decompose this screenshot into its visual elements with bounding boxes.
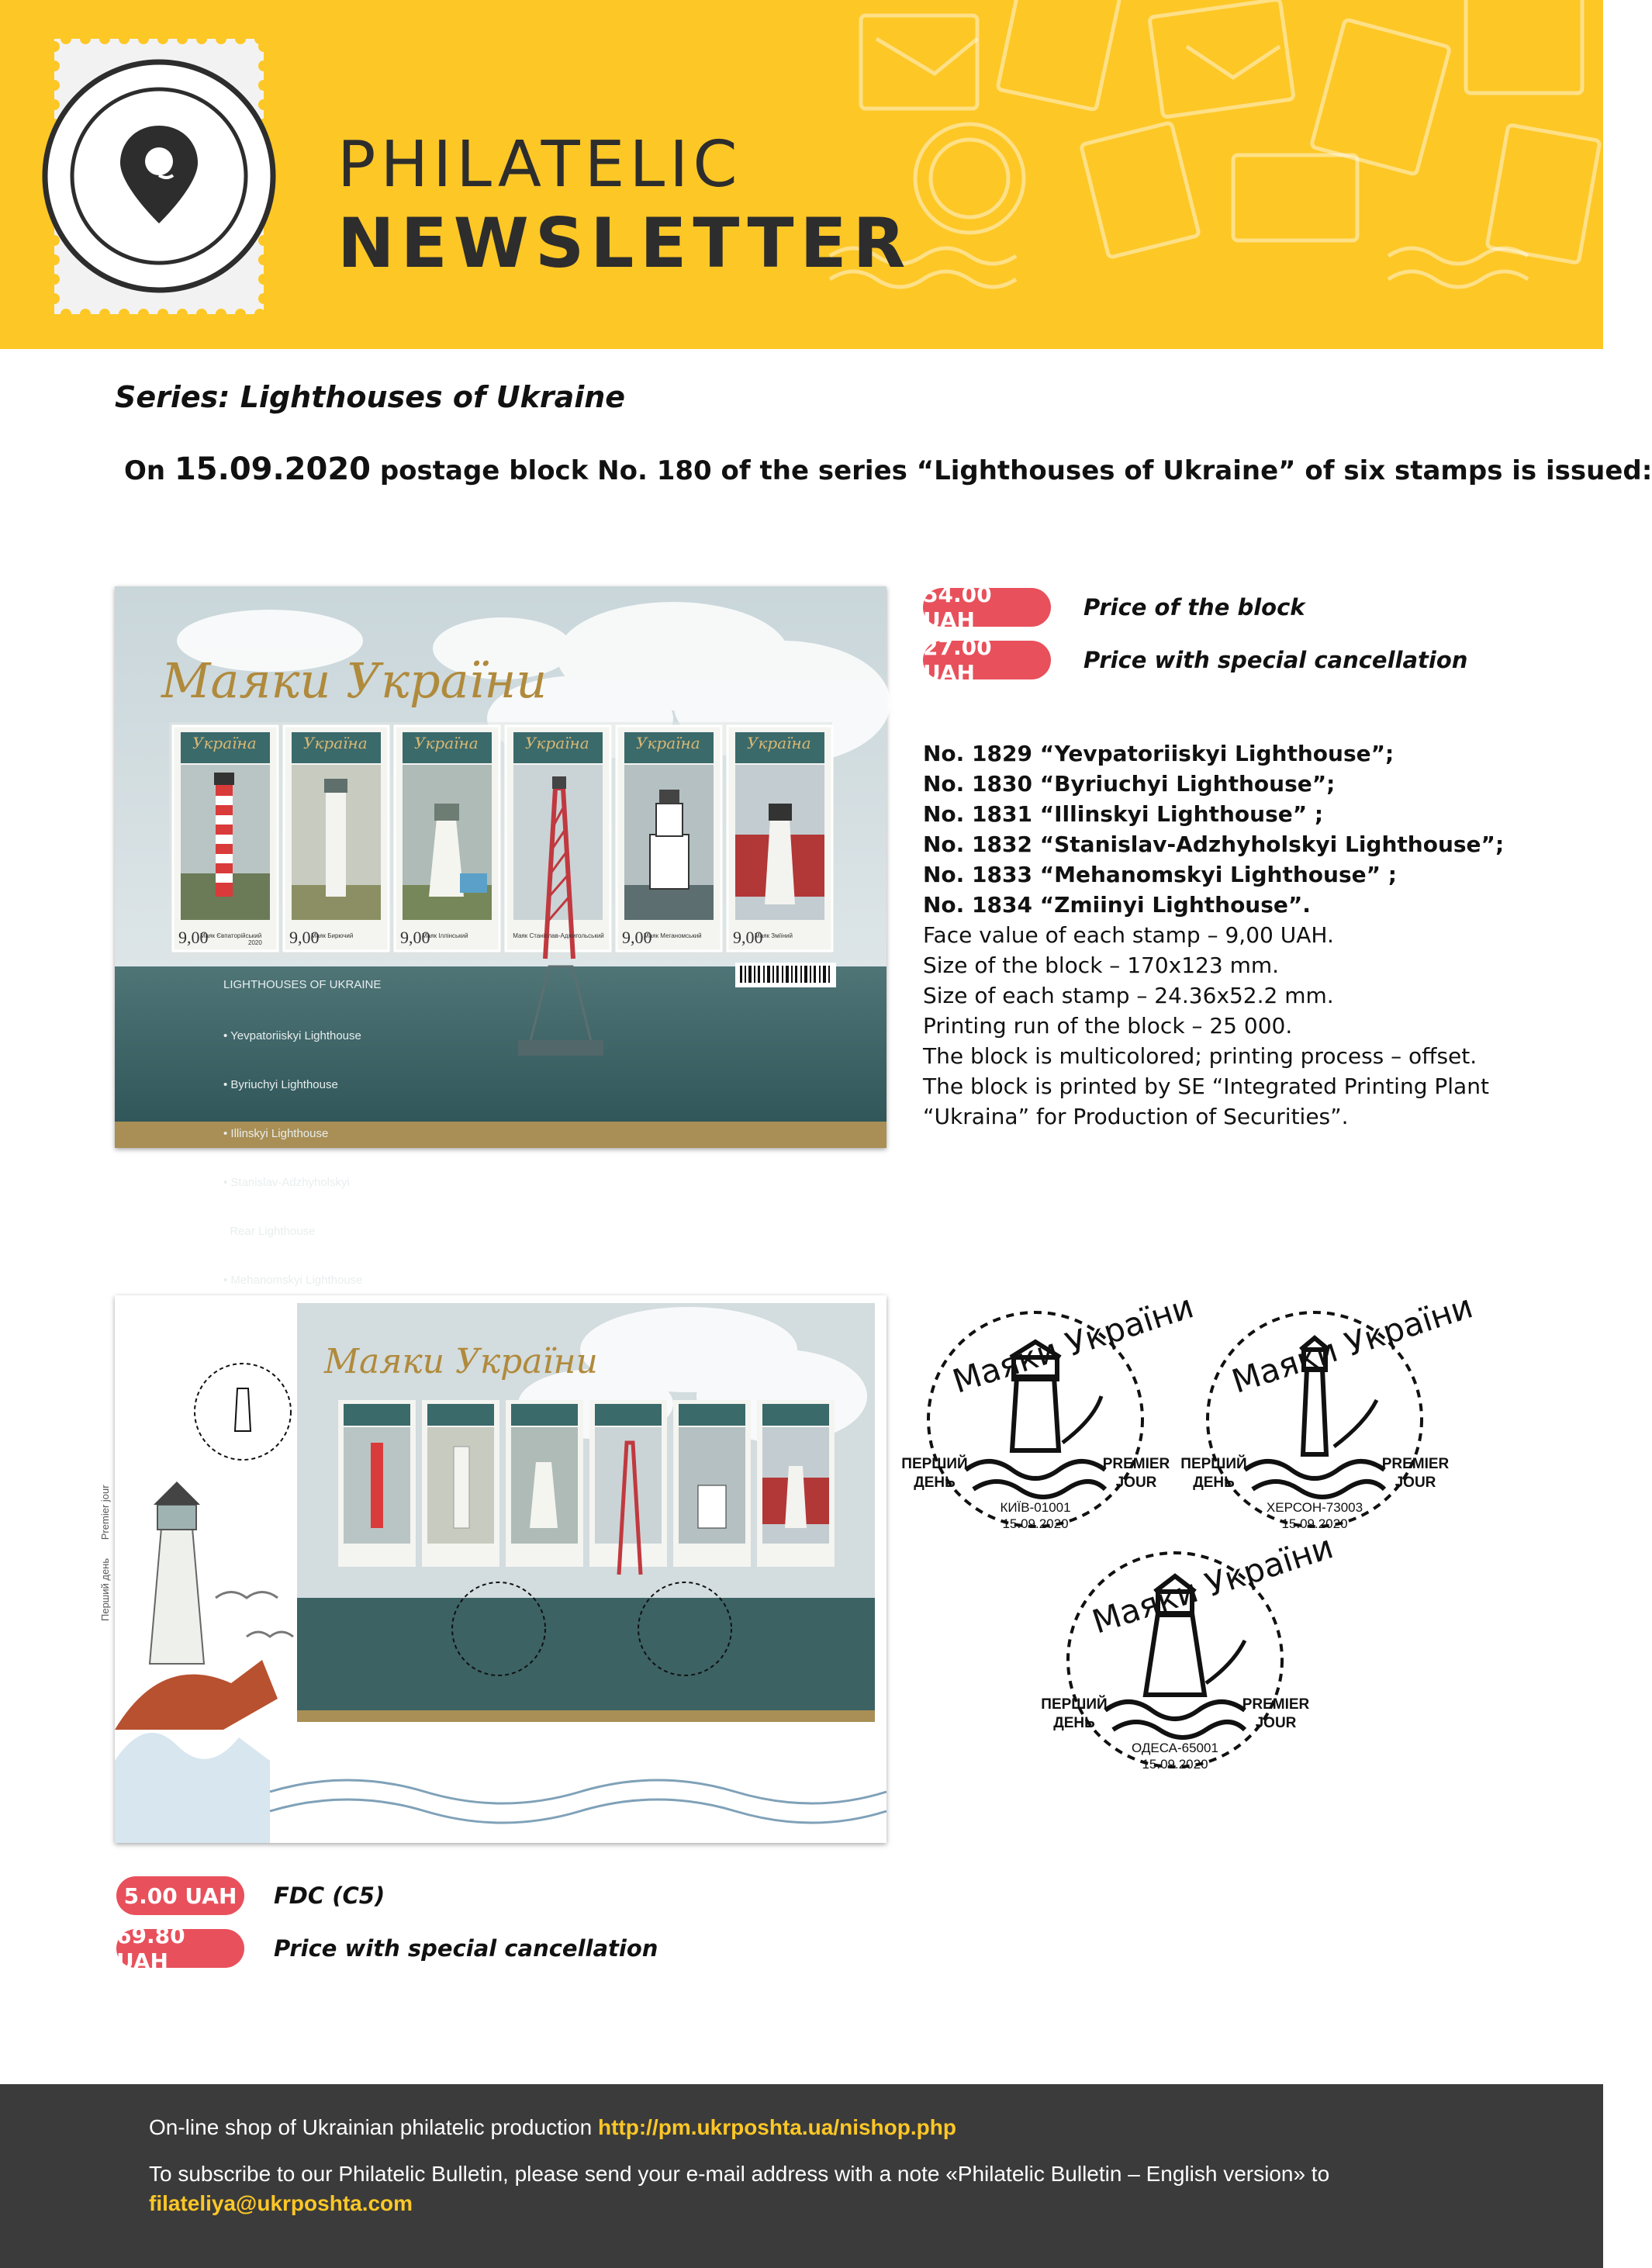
- postmark-first-day-ua: [900, 1455, 969, 1492]
- spec-line: Size of the block – 170x123 mm.: [923, 952, 1280, 978]
- cancellation-price-label: Price with special cancellation: [1083, 647, 1468, 673]
- stamp-list-item: No. 1830 “Byriuchyi Lighthouse”;: [923, 771, 1336, 797]
- postmark-arc-text: Маяки України: [1087, 1527, 1338, 1641]
- block-list-item: • Illinskyi Lighthouse: [223, 1127, 329, 1140]
- block-list-item: • Stanislav-Adzhyholskyi: [223, 1176, 350, 1189]
- postage-stamps-logo: [54, 39, 264, 314]
- block-subtitle: LIGHTHOUSES OF UKRAINE: [223, 978, 382, 991]
- stamp-caption: Маяк Зміїний: [755, 932, 793, 939]
- header-banner: [0, 0, 1603, 349]
- stamp-list-item: No. 1834 “Zmiinyi Lighthouse”.: [923, 892, 1311, 918]
- footer: [0, 2084, 1603, 2268]
- newsletter-title-line1: PHILATELIC: [337, 128, 742, 202]
- stamp-value: 9,00: [733, 928, 763, 947]
- postmark-first-day-ua: [1039, 1696, 1109, 1733]
- spec-line: Face value of each stamp – 9,00 UAH.: [923, 922, 1334, 948]
- stamp-value: 9,00: [178, 928, 209, 947]
- postmark-left-line1: ПЕРШИЙ: [901, 1456, 968, 1472]
- block-list-item: Rear Lighthouse: [223, 1225, 316, 1238]
- fdc-price-row: [116, 1876, 385, 1915]
- shop-link[interactable]: http://pm.ukrposhta.ua/nishop.php: [598, 2115, 956, 2139]
- stamp-country: Україна: [636, 734, 700, 752]
- stamp-country: Україна: [525, 734, 589, 752]
- postmark-left-line1: ПЕРШИЙ: [1180, 1456, 1247, 1472]
- footer-subscribe-text: To subscribe to our Philatelic Bulletin, please send your e-mail address with a note «Philatelic Bulletin – English version» to: [149, 2162, 1330, 2186]
- postmark-right-line1: PREMIER: [1381, 1456, 1450, 1472]
- postmark-right-line2: JOUR: [1115, 1475, 1157, 1491]
- stamp-list-item: No. 1831 “Illinskyi Lighthouse” ;: [923, 801, 1324, 827]
- block-price-label: Price of the block: [1083, 594, 1305, 621]
- stamp-country: Україна: [192, 734, 257, 752]
- stamp-country: Україна: [747, 734, 811, 752]
- stamp-list-item: No. 1832 “Stanislav-Adzhyholskyi Lighthouse”;: [923, 831, 1505, 857]
- postmark-right-line1: PREMIER: [1242, 1696, 1310, 1713]
- cancellation-price-row: [923, 634, 1468, 686]
- spec-line: The block is printed by SE “Integrated Printing Plant: [923, 1073, 1489, 1099]
- block-price-row: [923, 582, 1305, 633]
- spec-line: “Ukraina” for Production of Securities”.: [923, 1104, 1349, 1129]
- postmark-first-day-fr: [1101, 1455, 1171, 1492]
- footer-shop-line: [149, 2115, 956, 2140]
- stamp-caption: Маяк Іллінський: [422, 932, 468, 939]
- postmark-left-line2: ДЕНЬ: [914, 1475, 956, 1491]
- cancellation-price-badge: 27.00 UAH: [923, 641, 1051, 679]
- stamp-value: 9,00: [400, 928, 430, 947]
- stamp-caption: Маяк Меганомський: [644, 932, 702, 939]
- spec-line: The block is multicolored; printing process – offset.: [923, 1043, 1477, 1069]
- block-list-item: • Yevpatoriiskyi Lighthouse: [223, 1029, 361, 1042]
- stamp-country: Україна: [414, 734, 479, 752]
- first-day-cover-image: [99, 1295, 886, 1843]
- fdc-side-text-ua: Перший день: [99, 1558, 111, 1621]
- issue-date: 15.09.2020: [174, 451, 371, 487]
- newsletter-title-line2: NEWSLETTER: [337, 203, 912, 283]
- stamp-list-item: No. 1833 “Mehanomskyi Lighthouse” ;: [923, 862, 1397, 887]
- postmark-arc-text: Маяки України: [1227, 1287, 1477, 1401]
- postmark-city: ХЕРСОН-73003: [1266, 1500, 1363, 1515]
- postmark-right-line1: PREMIER: [1102, 1456, 1170, 1472]
- stamp-year: 2020: [248, 939, 262, 946]
- fdc-cancellation-price-badge: 69.80 UAH: [116, 1929, 244, 1968]
- postmark-right-line2: JOUR: [1395, 1475, 1436, 1491]
- stamp-caption: Маяк Станіслав-Аджигольський: [513, 932, 604, 939]
- postmark-first-day-fr: [1381, 1455, 1450, 1492]
- fdc-price-label: FDC (C5): [274, 1883, 385, 1909]
- issue-suffix: postage block No. 180 of the series “Lighthouses of Ukraine” of six stamps is issued:: [371, 455, 1652, 486]
- fdc-cancellation-price-label: Price with special cancellation: [274, 1935, 658, 1962]
- postmark-first-day-fr: [1241, 1696, 1311, 1733]
- postmark-left-line2: ДЕНЬ: [1193, 1475, 1235, 1491]
- fdc-cancellation-price-row: [116, 1923, 658, 1974]
- block-list-item: • Mehanomskyi Lighthouse: [223, 1274, 363, 1287]
- postmark-city: ОДЕСА-65001: [1132, 1741, 1218, 1755]
- postage-block-image: [115, 586, 886, 1287]
- postmark-date: 15.09.2020: [1142, 1757, 1208, 1772]
- issue-prefix: On: [124, 455, 175, 486]
- postmark-city: КИЇВ-01001: [1000, 1500, 1071, 1515]
- block-list-item: • Byriuchyi Lighthouse: [223, 1078, 338, 1091]
- email-link[interactable]: filateliya@ukrposhta.com: [149, 2191, 413, 2215]
- block-title: Маяки України: [161, 652, 548, 709]
- spec-line: Printing run of the block – 25 000.: [923, 1013, 1293, 1039]
- stamp-value: 9,00: [289, 928, 320, 947]
- issue-line: [124, 451, 1652, 487]
- fdc-block-title: Маяки України: [324, 1342, 598, 1381]
- stamp-value: 9,00: [622, 928, 652, 947]
- postmark-arc-text: Маяки України: [948, 1287, 1198, 1401]
- postmark-left-line2: ДЕНЬ: [1053, 1715, 1095, 1731]
- stamp-list-item: No. 1829 “Yevpatoriiskyi Lighthouse”;: [923, 741, 1395, 766]
- series-title: Series: Lighthouses of Ukraine: [115, 380, 626, 414]
- postmark-right-line2: JOUR: [1255, 1715, 1297, 1731]
- footer-shop-text: On-line shop of Ukrainian philatelic production: [149, 2115, 598, 2139]
- block-price-badge: 54.00 UAH: [923, 588, 1051, 627]
- postmark-date: 15.09.2020: [1281, 1516, 1348, 1531]
- spec-line: Size of each stamp – 24.36x52.2 mm.: [923, 983, 1334, 1008]
- stamp-caption: Маяк Бирючий: [311, 932, 354, 939]
- stamps-pattern-decoration: [814, 0, 1603, 349]
- fdc-side-text: [99, 1485, 111, 1621]
- stamp-caption: Маяк Євпаторійський: [200, 932, 262, 939]
- postmark-date: 15.09.2020: [1002, 1516, 1069, 1531]
- fdc-price-badge: 5.00 UAH: [116, 1876, 244, 1915]
- postmark-first-day-ua: [1179, 1455, 1249, 1492]
- postmark-left-line1: ПЕРШИЙ: [1041, 1696, 1108, 1713]
- stamp-country: Україна: [303, 734, 368, 752]
- stamp-details: [923, 738, 1559, 1132]
- fdc-side-text-fr: Premier jour: [99, 1485, 111, 1540]
